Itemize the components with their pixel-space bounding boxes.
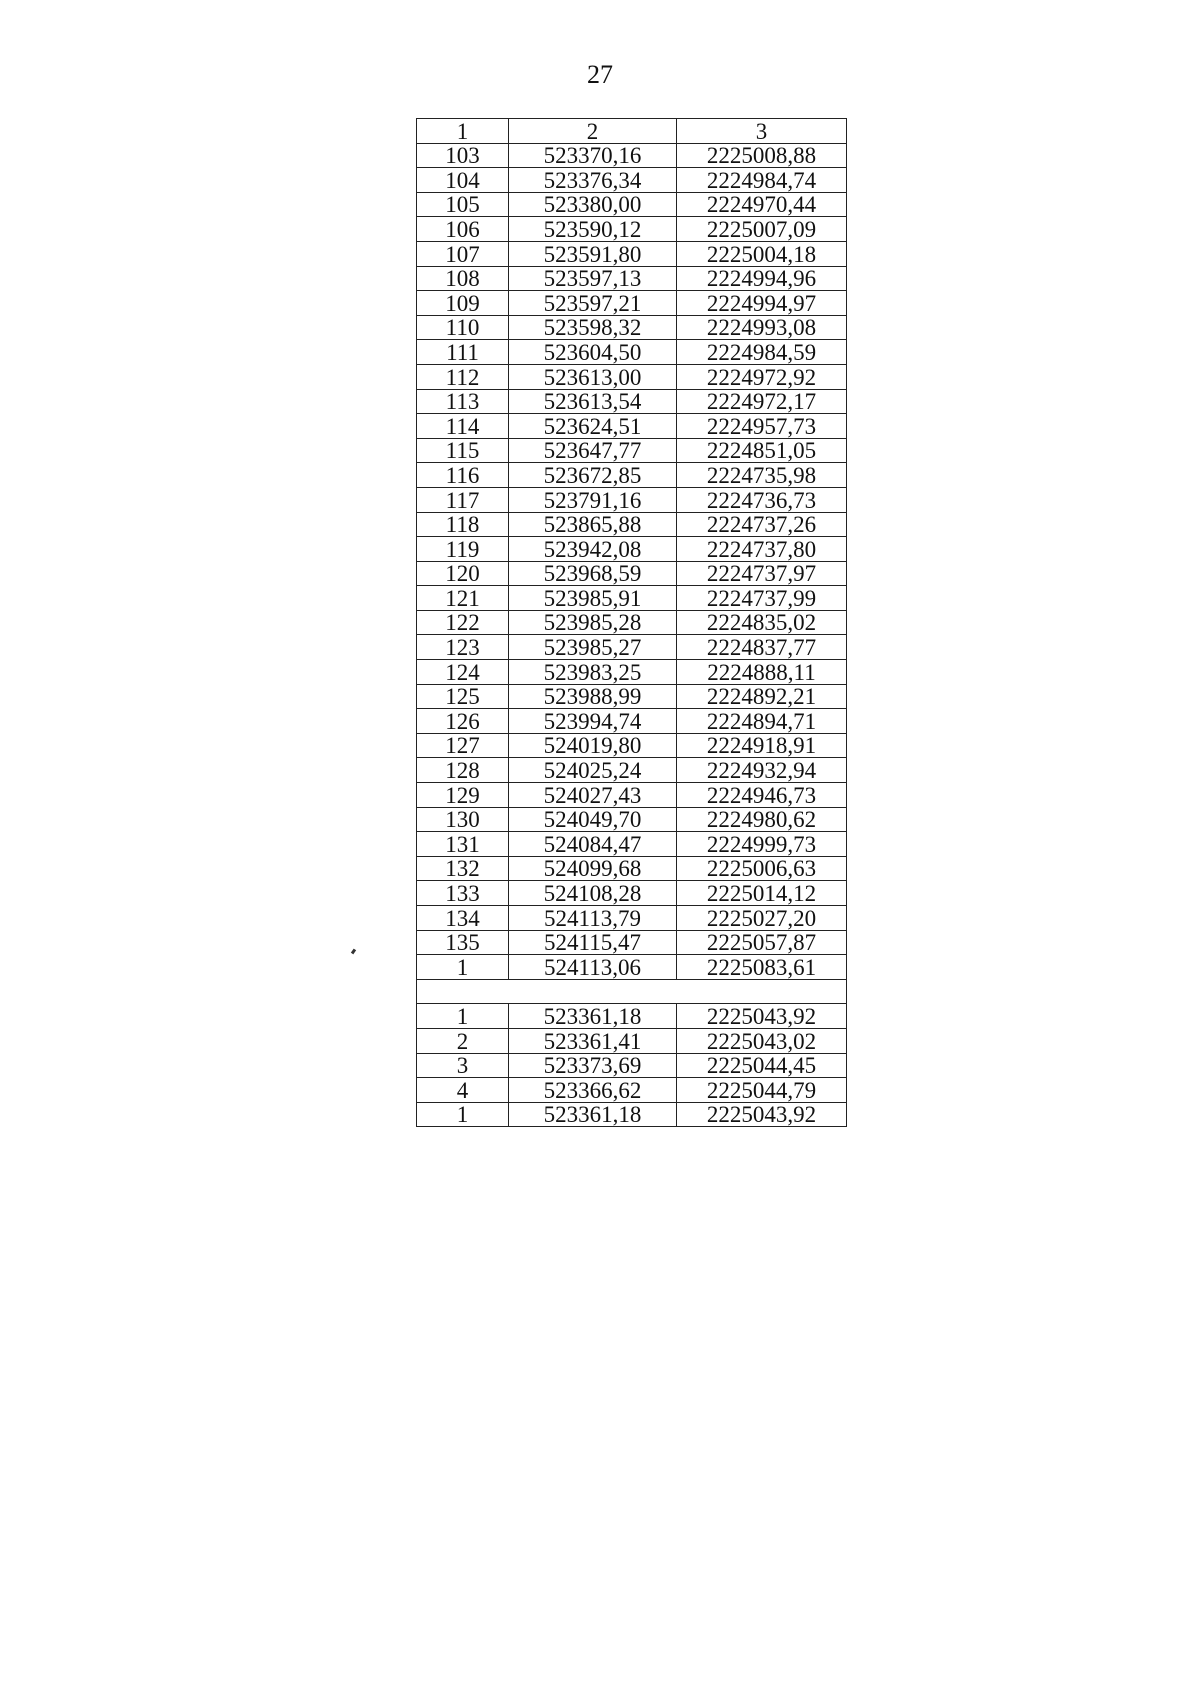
x-coordinate-cell: 523590,12 [509, 217, 677, 242]
table-row [417, 241, 847, 266]
table-row [417, 487, 847, 512]
point-number-cell: 128 [417, 758, 509, 783]
x-coordinate-cell: 523597,13 [509, 266, 677, 291]
x-coordinate-cell: 523988,99 [509, 684, 677, 709]
x-coordinate-cell: 523985,28 [509, 610, 677, 635]
point-number-cell: 131 [417, 832, 509, 857]
table-header-row [417, 119, 847, 144]
header-cell-point: 1 [417, 119, 509, 144]
table-row [417, 168, 847, 193]
point-number-cell: 113 [417, 389, 509, 414]
x-coordinate-cell: 523373,69 [509, 1053, 677, 1078]
x-coordinate-cell: 523380,00 [509, 192, 677, 217]
table-row [417, 266, 847, 291]
table-row [417, 414, 847, 439]
y-coordinate-cell: 2224892,21 [677, 684, 847, 709]
x-coordinate-cell: 523647,77 [509, 438, 677, 463]
separator-cell [417, 979, 847, 1004]
x-coordinate-cell: 523613,54 [509, 389, 677, 414]
y-coordinate-cell: 2225014,12 [677, 881, 847, 906]
point-number-cell: 104 [417, 168, 509, 193]
x-coordinate-cell: 524115,47 [509, 930, 677, 955]
table-row [417, 512, 847, 537]
point-number-cell: 3 [417, 1053, 509, 1078]
point-number-cell: 116 [417, 463, 509, 488]
y-coordinate-cell: 2224737,97 [677, 561, 847, 586]
table-row [417, 389, 847, 414]
y-coordinate-cell: 2224735,98 [677, 463, 847, 488]
point-number-cell: 122 [417, 610, 509, 635]
point-number-cell: 114 [417, 414, 509, 439]
y-coordinate-cell: 2224970,44 [677, 192, 847, 217]
table-separator-row [417, 979, 847, 1004]
y-coordinate-cell: 2224946,73 [677, 783, 847, 808]
table-row [417, 1053, 847, 1078]
x-coordinate-cell: 524108,28 [509, 881, 677, 906]
point-number-cell: 1 [417, 955, 509, 980]
point-number-cell: 129 [417, 783, 509, 808]
y-coordinate-cell: 2225044,79 [677, 1078, 847, 1103]
point-number-cell: 106 [417, 217, 509, 242]
point-number-cell: 126 [417, 709, 509, 734]
y-coordinate-cell: 2224737,99 [677, 586, 847, 611]
table-row [417, 340, 847, 365]
x-coordinate-cell: 523591,80 [509, 241, 677, 266]
y-coordinate-cell: 2224993,08 [677, 315, 847, 340]
x-coordinate-cell: 524025,24 [509, 758, 677, 783]
table-row [417, 1028, 847, 1053]
x-coordinate-cell: 523791,16 [509, 487, 677, 512]
table-row [417, 709, 847, 734]
point-number-cell: 118 [417, 512, 509, 537]
y-coordinate-cell: 2224918,91 [677, 733, 847, 758]
point-number-cell: 117 [417, 487, 509, 512]
x-coordinate-cell: 523865,88 [509, 512, 677, 537]
table-row [417, 364, 847, 389]
point-number-cell: 124 [417, 660, 509, 685]
table-row [417, 930, 847, 955]
y-coordinate-cell: 2225083,61 [677, 955, 847, 980]
stray-mark [351, 949, 356, 955]
y-coordinate-cell: 2224984,59 [677, 340, 847, 365]
x-coordinate-cell: 524099,68 [509, 856, 677, 881]
x-coordinate-cell: 523942,08 [509, 537, 677, 562]
table-row [417, 1078, 847, 1103]
table-row [417, 438, 847, 463]
x-coordinate-cell: 523370,16 [509, 143, 677, 168]
table-row [417, 1004, 847, 1029]
point-number-cell: 130 [417, 807, 509, 832]
coordinate-table [416, 118, 847, 1127]
y-coordinate-cell: 2224999,73 [677, 832, 847, 857]
table-row [417, 143, 847, 168]
table-row [417, 733, 847, 758]
x-coordinate-cell: 523598,32 [509, 315, 677, 340]
point-number-cell: 121 [417, 586, 509, 611]
y-coordinate-cell: 2224736,73 [677, 487, 847, 512]
point-number-cell: 112 [417, 364, 509, 389]
x-coordinate-cell: 523985,27 [509, 635, 677, 660]
x-coordinate-cell: 523983,25 [509, 660, 677, 685]
page-number: 27 [587, 60, 613, 89]
point-number-cell: 135 [417, 930, 509, 955]
point-number-cell: 108 [417, 266, 509, 291]
point-number-cell: 111 [417, 340, 509, 365]
table-row [417, 537, 847, 562]
table-row [417, 783, 847, 808]
table-row [417, 881, 847, 906]
y-coordinate-cell: 2224994,97 [677, 291, 847, 316]
table-row [417, 192, 847, 217]
x-coordinate-cell: 523376,34 [509, 168, 677, 193]
point-number-cell: 1 [417, 1004, 509, 1029]
table-row [417, 586, 847, 611]
y-coordinate-cell: 2225004,18 [677, 241, 847, 266]
y-coordinate-cell: 2225057,87 [677, 930, 847, 955]
point-number-cell: 103 [417, 143, 509, 168]
point-number-cell: 110 [417, 315, 509, 340]
table-row [417, 906, 847, 931]
x-coordinate-cell: 523985,91 [509, 586, 677, 611]
table-row [417, 684, 847, 709]
x-coordinate-cell: 523361,18 [509, 1102, 677, 1127]
y-coordinate-cell: 2225006,63 [677, 856, 847, 881]
y-coordinate-cell: 2224957,73 [677, 414, 847, 439]
point-number-cell: 107 [417, 241, 509, 266]
table-row [417, 832, 847, 857]
table-row [417, 561, 847, 586]
point-number-cell: 105 [417, 192, 509, 217]
point-number-cell: 115 [417, 438, 509, 463]
x-coordinate-cell: 523366,62 [509, 1078, 677, 1103]
x-coordinate-cell: 523672,85 [509, 463, 677, 488]
x-coordinate-cell: 524084,47 [509, 832, 677, 857]
x-coordinate-cell: 524113,79 [509, 906, 677, 931]
table-body [417, 119, 847, 1127]
table-row [417, 463, 847, 488]
y-coordinate-cell: 2225043,92 [677, 1004, 847, 1029]
x-coordinate-cell: 524113,06 [509, 955, 677, 980]
table-row [417, 955, 847, 980]
point-number-cell: 120 [417, 561, 509, 586]
point-number-cell: 109 [417, 291, 509, 316]
x-coordinate-cell: 523361,41 [509, 1028, 677, 1053]
x-coordinate-cell: 523968,59 [509, 561, 677, 586]
y-coordinate-cell: 2225044,45 [677, 1053, 847, 1078]
y-coordinate-cell: 2224737,26 [677, 512, 847, 537]
point-number-cell: 125 [417, 684, 509, 709]
x-coordinate-cell: 523624,51 [509, 414, 677, 439]
table-row [417, 610, 847, 635]
point-number-cell: 2 [417, 1028, 509, 1053]
point-number-cell: 123 [417, 635, 509, 660]
y-coordinate-cell: 2224737,80 [677, 537, 847, 562]
point-number-cell: 1 [417, 1102, 509, 1127]
table-row [417, 807, 847, 832]
y-coordinate-cell: 2224851,05 [677, 438, 847, 463]
y-coordinate-cell: 2224888,11 [677, 660, 847, 685]
y-coordinate-cell: 2224994,96 [677, 266, 847, 291]
table-row [417, 291, 847, 316]
x-coordinate-cell: 523361,18 [509, 1004, 677, 1029]
y-coordinate-cell: 2225043,92 [677, 1102, 847, 1127]
x-coordinate-cell: 523597,21 [509, 291, 677, 316]
x-coordinate-cell: 524019,80 [509, 733, 677, 758]
point-number-cell: 127 [417, 733, 509, 758]
x-coordinate-cell: 523613,00 [509, 364, 677, 389]
y-coordinate-cell: 2224932,94 [677, 758, 847, 783]
table-row [417, 856, 847, 881]
point-number-cell: 4 [417, 1078, 509, 1103]
point-number-cell: 132 [417, 856, 509, 881]
y-coordinate-cell: 2225008,88 [677, 143, 847, 168]
y-coordinate-cell: 2224980,62 [677, 807, 847, 832]
header-cell-x: 2 [509, 119, 677, 144]
y-coordinate-cell: 2225043,02 [677, 1028, 847, 1053]
x-coordinate-cell: 523994,74 [509, 709, 677, 734]
x-coordinate-cell: 523604,50 [509, 340, 677, 365]
y-coordinate-cell: 2225007,09 [677, 217, 847, 242]
table-row [417, 315, 847, 340]
table-row [417, 660, 847, 685]
table-row [417, 217, 847, 242]
y-coordinate-cell: 2224837,77 [677, 635, 847, 660]
y-coordinate-cell: 2224984,74 [677, 168, 847, 193]
x-coordinate-cell: 524027,43 [509, 783, 677, 808]
y-coordinate-cell: 2224835,02 [677, 610, 847, 635]
point-number-cell: 119 [417, 537, 509, 562]
y-coordinate-cell: 2225027,20 [677, 906, 847, 931]
table-row [417, 635, 847, 660]
table-row [417, 758, 847, 783]
y-coordinate-cell: 2224894,71 [677, 709, 847, 734]
header-cell-y: 3 [677, 119, 847, 144]
x-coordinate-cell: 524049,70 [509, 807, 677, 832]
y-coordinate-cell: 2224972,92 [677, 364, 847, 389]
table-row [417, 1102, 847, 1127]
y-coordinate-cell: 2224972,17 [677, 389, 847, 414]
point-number-cell: 133 [417, 881, 509, 906]
point-number-cell: 134 [417, 906, 509, 931]
